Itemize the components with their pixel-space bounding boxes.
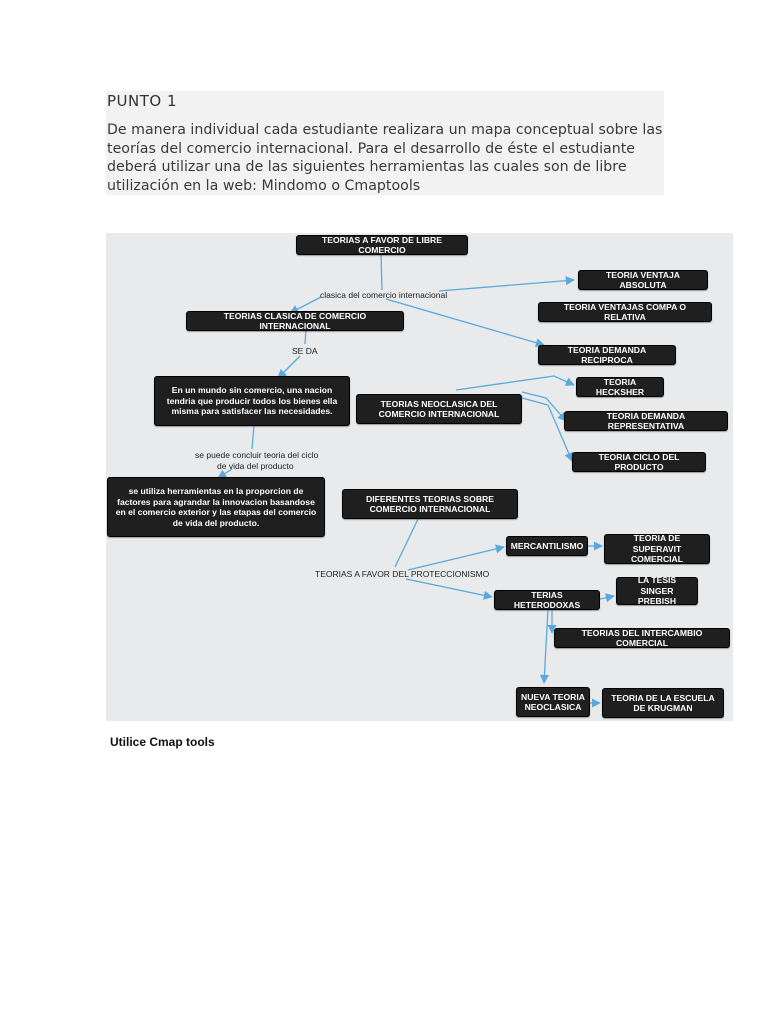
link-to-demanda-representativa — [522, 392, 566, 421]
concept-map — [106, 233, 733, 721]
node-demanda-representativa: TEORIA DEMANDA REPRESENTATIVA — [564, 411, 728, 431]
heading: PUNTO 1 — [107, 92, 178, 110]
link-label-concluir-1: se puede concluir teoria del ciclo — [195, 450, 319, 460]
link-diferentes-to-label — [395, 517, 419, 567]
node-singer-prebish: LA TESIS SINGER PREBISH — [616, 577, 698, 605]
link-to-mercantilismo — [408, 547, 504, 570]
node-krugman: TEORIA DE LA ESCUELA DE KRUGMAN — [602, 688, 724, 718]
link-label-concluir-2: de vida del producto — [217, 461, 294, 471]
link-libre-to-label — [381, 254, 382, 290]
link-to-heterodoxas — [406, 579, 492, 597]
node-mundo-sin-comercio: En un mundo sin comercio, una nacion tendria que producir todos los bienes ella misma para satisfacer las necesidades. — [154, 376, 350, 426]
node-nueva-neoclasica: NUEVA TEORIA NEOCLASICA — [516, 687, 590, 717]
intro-paragraph: De manera individual cada estudiante realizara un mapa conceptual sobre las teorías del comercio internacional. Para el desarrollo de éste el estudiante deberá utilizar una de las siguientes herramientas las cuales son de libre utilización en la web: Mindomo o Cmaptools — [107, 122, 663, 194]
node-heterodoxas: TERIAS HETERODOXAS — [494, 590, 600, 610]
link-to-heckshe — [456, 376, 574, 390]
node-superavit: TEORIA DE SUPERAVIT COMERCIAL — [604, 534, 710, 564]
node-clasica: TEORIAS CLASICA DE COMERCIO INTERNACIONAL — [186, 311, 404, 331]
node-diferentes-teorias: DIFERENTES TEORIAS SOBRE COMERCIO INTERNACIONAL — [342, 489, 518, 519]
link-label-proteccionismo: TEORIAS A FAVOR DEL PROTECCIONISMO — [315, 569, 490, 579]
node-heckshe: TEORIA HECKSHER — [576, 377, 664, 397]
node-herramientas: se utiliza herramientas en la proporcion de factores para agrandar la innovacion basandose en el comercio exterior y las etapas del comercio de vida del producto. — [107, 477, 325, 537]
link-label-se-da: SE DA — [292, 346, 318, 356]
link-mundo-to-concluir — [252, 425, 254, 449]
link-to-demanda-reciproca — [386, 299, 544, 345]
node-ciclo-producto: TEORIA CICLO DEL PRODUCTO — [572, 452, 706, 472]
link-seda-to-mundo — [278, 356, 300, 378]
node-neoclasica: TEORIAS NEOCLASICA DEL COMERCIO INTERNACIONAL — [356, 394, 522, 424]
node-libre-comercio: TEORIAS A FAVOR DE LIBRE COMERCIO — [296, 235, 468, 255]
node-mercantilismo: MERCANTILISMO — [506, 536, 588, 556]
node-demanda-reciproca: TEORIA DEMANDA RECIPROCA — [538, 345, 676, 365]
node-intercambio: TEORIAS DEL INTERCAMBIO COMERCIAL — [554, 628, 730, 648]
node-ventajas-comparativa: TEORIA VENTAJAS COMPA O RELATIVA — [538, 302, 712, 322]
caption: Utilice Cmap tools — [110, 735, 215, 749]
link-to-ventaja-absoluta — [439, 280, 574, 291]
link-to-nueva-neoclasica — [544, 609, 548, 683]
link-label-clasica: clasica del comercio internacional — [320, 290, 448, 300]
link-to-singer — [600, 596, 614, 599]
node-ventaja-absoluta: TEORIA VENTAJA ABSOLUTA — [578, 270, 708, 290]
